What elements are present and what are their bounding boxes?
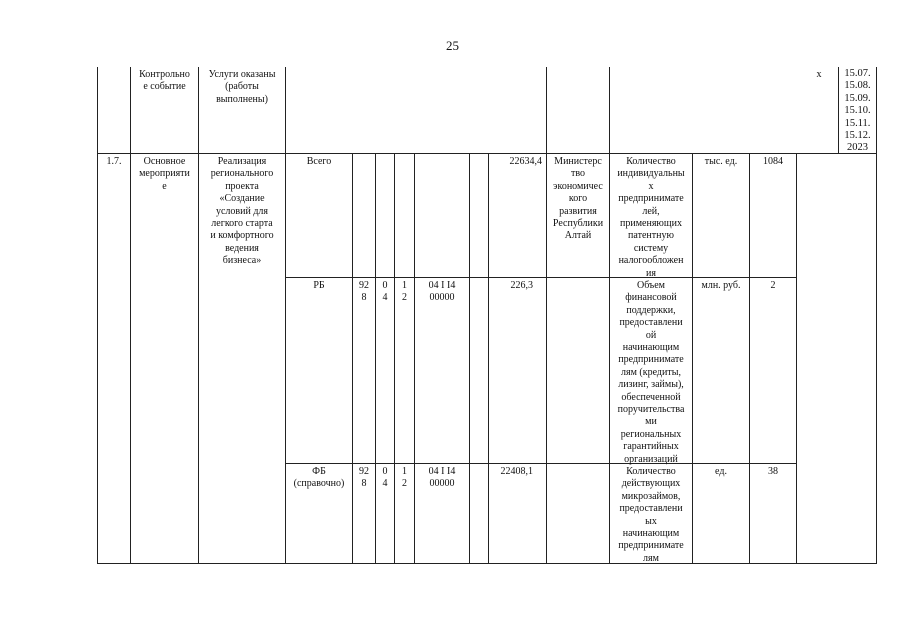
target-value-cell: 1084: [763, 156, 783, 167]
column-divider: [198, 67, 199, 564]
amount-cell: 226,3: [510, 280, 533, 291]
dates-cell: 15.07. 15.08. 15.09. 15.10. 15.11. 15.12. 2023: [844, 68, 871, 154]
table-bottom-border: [97, 563, 877, 564]
amount-cell: 22634,4: [509, 156, 542, 167]
amount-cell: 22408,1: [500, 466, 533, 477]
indicator-cell: Количество индивидуальны х предпринимате лей, применяющих патентную систему налогообложен ия: [617, 156, 685, 279]
target-value-cell: 38: [768, 466, 778, 477]
event-type-cell: Основное мероприяти е: [139, 156, 190, 192]
section-code-cell: 0 4: [382, 280, 388, 304]
funding-source-cell: ФБ (справочно): [293, 466, 345, 490]
column-divider: [749, 153, 750, 564]
column-divider: [130, 67, 131, 564]
column-divider: [692, 153, 693, 564]
target-article-cell: 04 I I4 00000: [428, 280, 456, 304]
column-divider: [394, 153, 395, 564]
funding-source-cell: Всего: [306, 156, 332, 167]
column-divider: [352, 153, 353, 564]
column-divider: [414, 153, 415, 564]
column-divider: [796, 153, 797, 564]
grbs-code-cell: 92 8: [359, 466, 369, 490]
event-name-cell: Реализация регионального проекта «Создание условий для легкого старта и комфортного ведения бизнеса»: [210, 156, 274, 267]
subsection-code-cell: 1 2: [402, 280, 407, 304]
target-value-cell: 2: [770, 280, 776, 291]
column-divider: [375, 153, 376, 564]
row-number-cell: 1.7.: [106, 156, 122, 167]
column-divider: [876, 67, 877, 564]
indicator-cell: Количество действующих микрозаймов, предоставлени ых начинающим предпринимате лям: [618, 466, 684, 563]
column-divider: [488, 153, 489, 564]
column-divider: [469, 153, 470, 564]
indicator-cell: Объем финансовой поддержки, предоставлени ой начинающим предпринимате лям (кредиты, лизинг, займы), обеспеченной поручительства ми региональных гарантийных организаций: [617, 280, 685, 465]
target-article-cell: 04 I I4 00000: [428, 466, 456, 490]
page-number: 25: [446, 38, 459, 53]
funding-source-cell: РБ: [313, 280, 325, 291]
row-divider: [285, 463, 797, 464]
executor-cell: Министерс тво экономичес кого развития Республики Алтай: [552, 156, 604, 242]
grbs-code-cell: 92 8: [359, 280, 369, 304]
row-divider: [285, 277, 797, 278]
section-code-cell: 0 4: [382, 466, 388, 490]
subsection-code-cell: 1 2: [402, 466, 407, 490]
column-divider: [97, 67, 98, 564]
unit-cell: млн. руб.: [701, 280, 741, 291]
result-cell: Услуги оказаны (работы выполнены): [208, 69, 276, 105]
control-event-cell: Контрольно е событие: [139, 69, 190, 93]
mark-cell: х: [816, 69, 822, 80]
unit-cell: тыс. ед.: [704, 156, 738, 167]
row-divider: [97, 153, 877, 154]
column-divider: [546, 67, 547, 564]
unit-cell: ед.: [715, 466, 727, 477]
